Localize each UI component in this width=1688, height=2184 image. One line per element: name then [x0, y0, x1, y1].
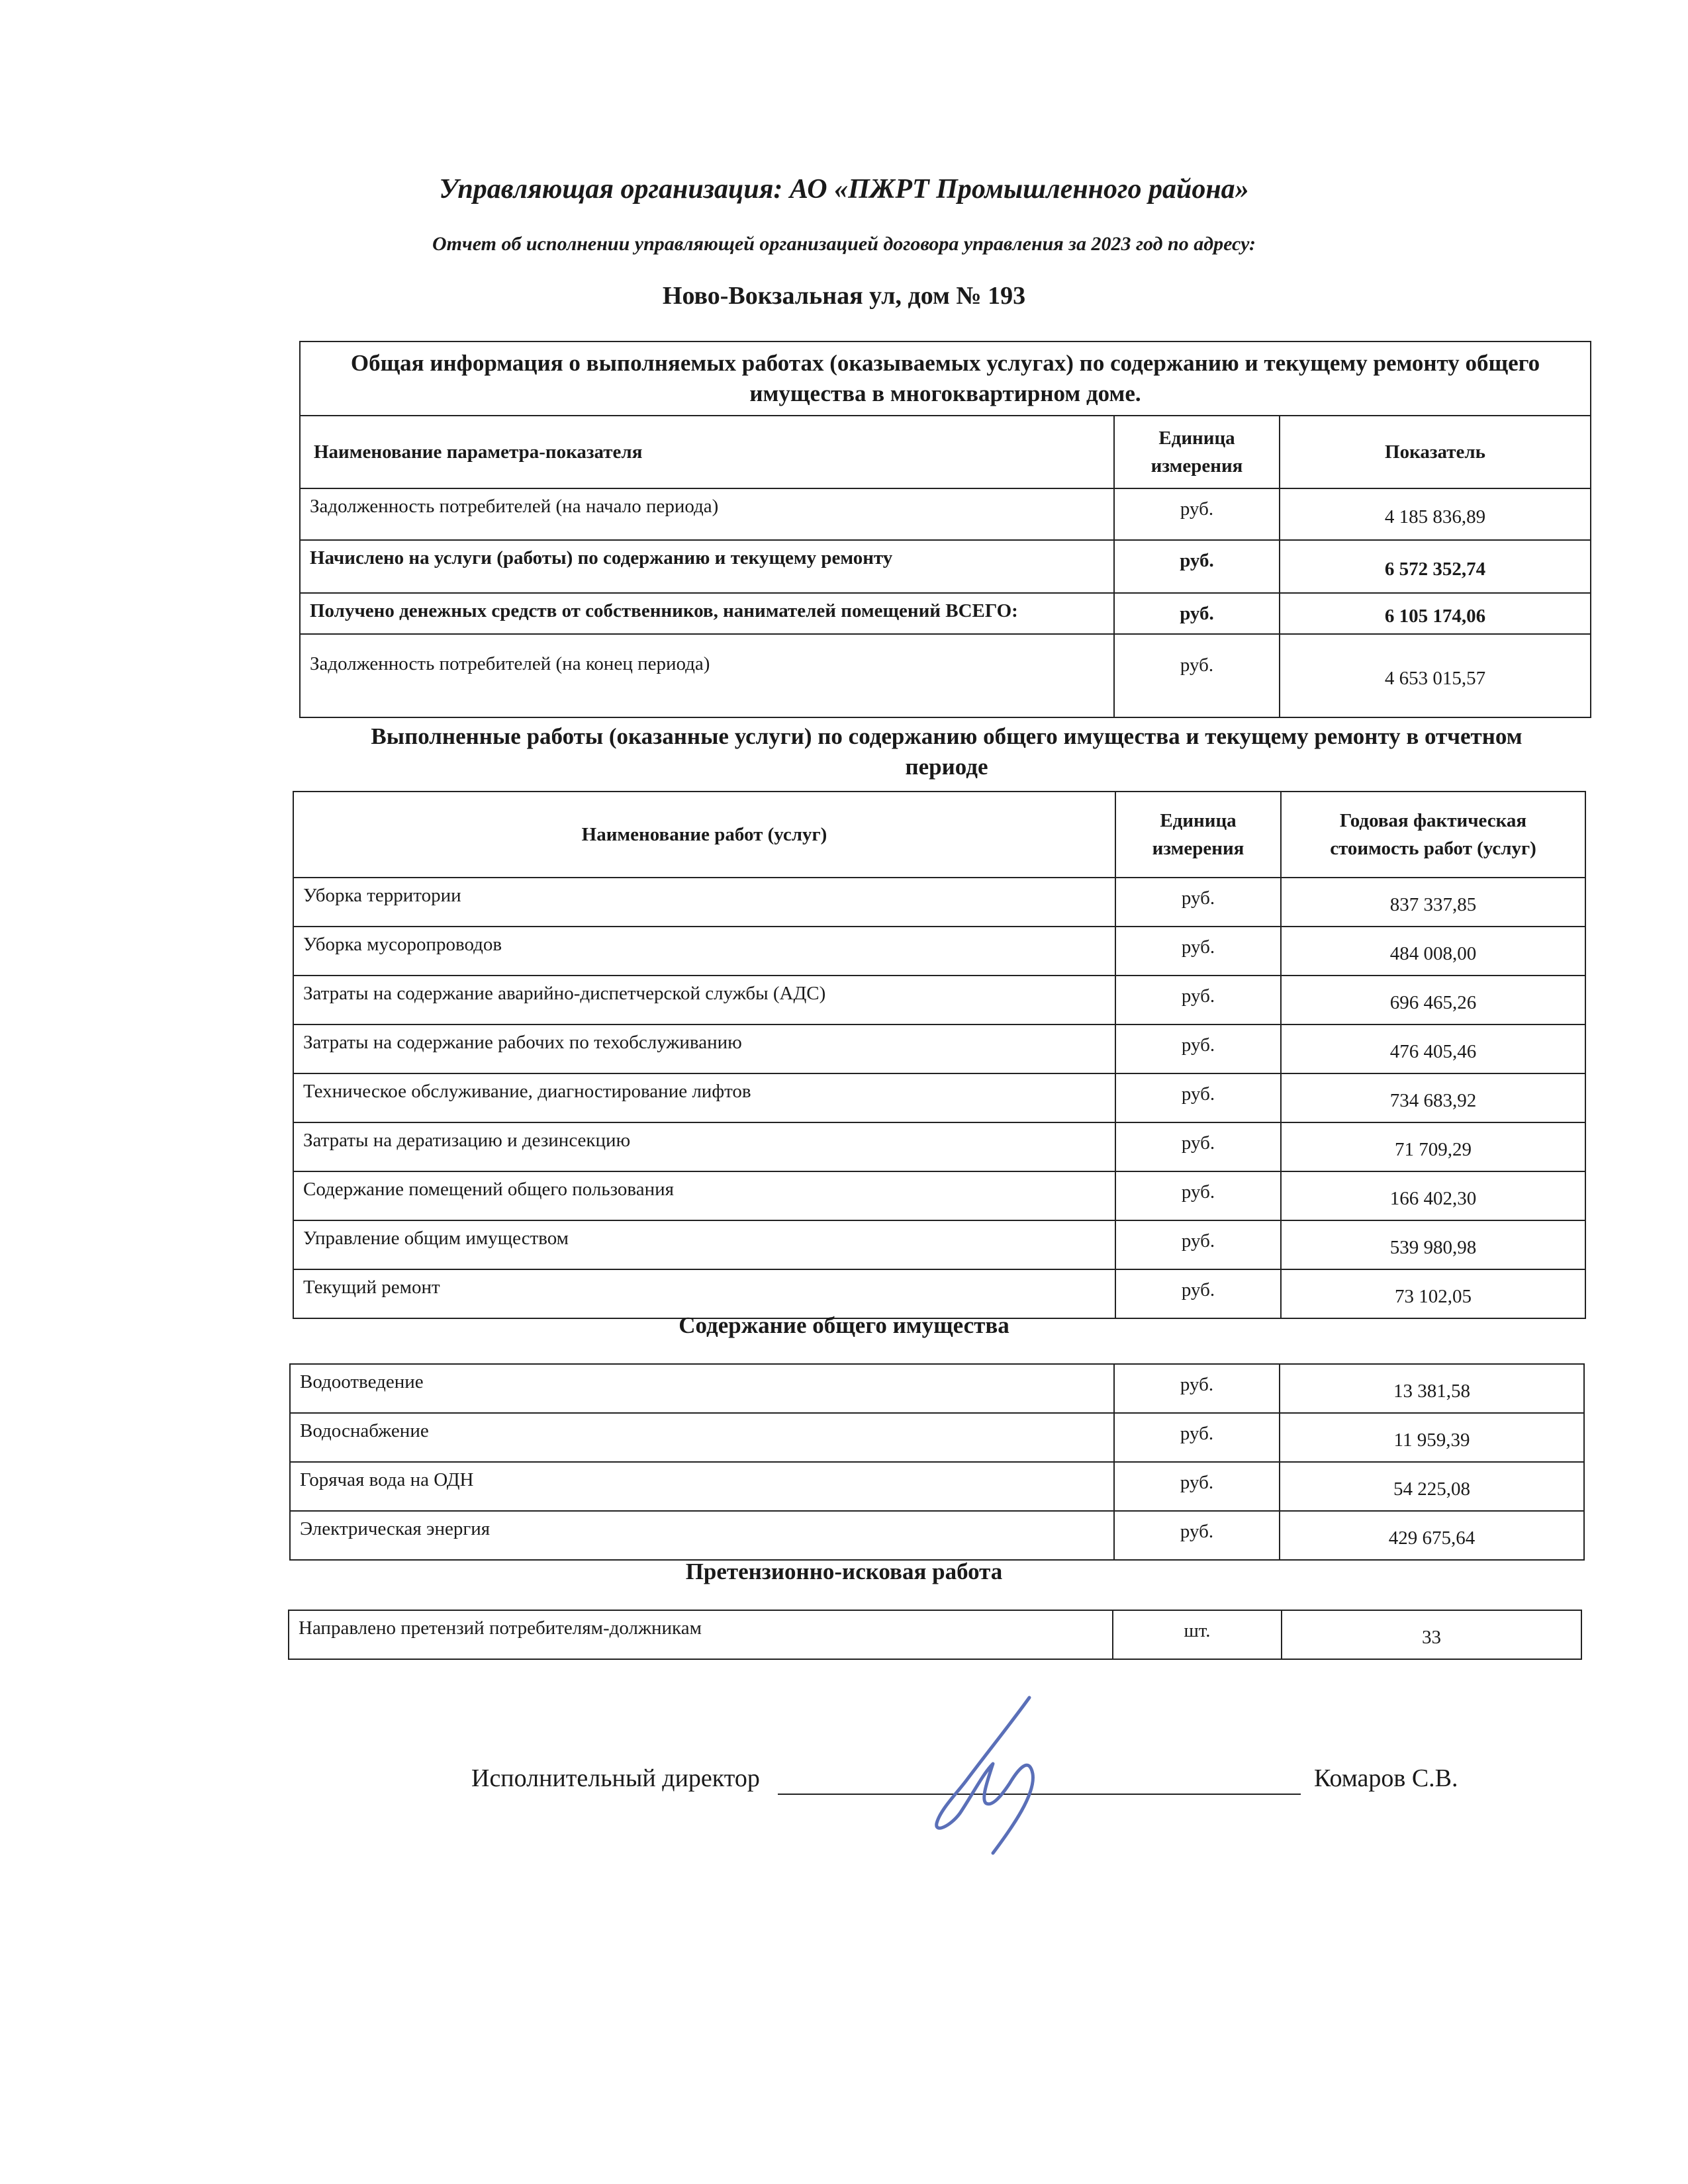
table-row — [290, 1511, 1584, 1560]
claims-title: Претензионно-исковая работа — [685, 1559, 1003, 1584]
signer-position: Исполнительный директор — [471, 1764, 760, 1792]
table-row — [290, 1462, 1584, 1511]
row-name: Техническое обслуживание, диагностирование лифтов — [293, 1073, 1115, 1122]
row-value: 6 105 174,06 — [1280, 593, 1591, 634]
table-row — [293, 1171, 1585, 1220]
general-info-table — [299, 341, 1591, 718]
works-table — [293, 791, 1586, 1319]
row-unit: руб. — [1115, 1269, 1281, 1318]
row-value: 476 405,46 — [1281, 1024, 1585, 1073]
table-row — [289, 1610, 1581, 1659]
row-unit: руб. — [1114, 1364, 1280, 1413]
col-header-parameter: Наименование параметра-показателя — [300, 416, 1114, 488]
col-header-unit: Единица измерения — [1114, 416, 1280, 488]
claims-table — [288, 1610, 1582, 1660]
row-name: Затраты на дератизацию и дезинсекцию — [293, 1122, 1115, 1171]
handwritten-signature — [920, 1694, 1066, 1860]
row-value: 6 572 352,74 — [1280, 540, 1591, 593]
row-value: 837 337,85 — [1281, 878, 1585, 927]
row-unit: руб. — [1114, 1511, 1280, 1560]
table-row — [293, 1122, 1585, 1171]
table-row — [293, 878, 1585, 927]
row-unit: руб. — [1115, 1171, 1281, 1220]
row-name: Затраты на содержание аварийно-диспетчерской службы (АДС) — [293, 976, 1115, 1024]
table-row — [300, 488, 1591, 540]
row-unit: руб. — [1115, 1220, 1281, 1269]
common-property-title: Содержание общего имущества — [679, 1312, 1009, 1338]
row-unit: руб. — [1114, 634, 1280, 717]
table-row — [293, 1073, 1585, 1122]
row-name: Направлено претензий потребителям-должникам — [289, 1610, 1113, 1659]
table-row — [300, 540, 1591, 593]
row-value: 4 653 015,57 — [1280, 634, 1591, 717]
row-name: Уборка территории — [293, 878, 1115, 927]
row-unit: руб. — [1114, 593, 1280, 634]
col-header-value: Показатель — [1280, 416, 1591, 488]
row-name: Текущий ремонт — [293, 1269, 1115, 1318]
row-unit: руб. — [1115, 1073, 1281, 1122]
org-title: Управляющая организация: АО «ПЖРТ Промышленного района» — [439, 174, 1249, 205]
row-value: 54 225,08 — [1280, 1462, 1584, 1511]
row-name: Получено денежных средств от собственников, нанимателей помещений ВСЕГО: — [300, 593, 1114, 634]
row-value: 539 980,98 — [1281, 1220, 1585, 1269]
report-subtitle: Отчет об исполнении управляющей организацией договора управления за 2023 год по адресу: — [432, 233, 1256, 255]
row-value: 166 402,30 — [1281, 1171, 1585, 1220]
row-name: Управление общим имуществом — [293, 1220, 1115, 1269]
row-value: 429 675,64 — [1280, 1511, 1584, 1560]
row-unit: руб. — [1115, 976, 1281, 1024]
row-name: Содержание помещений общего пользования — [293, 1171, 1115, 1220]
row-unit: руб. — [1114, 1413, 1280, 1462]
table-row — [300, 593, 1591, 634]
general-info-caption: Общая информация о выполняемых работах (оказываемых услугах) по содержанию и текущему ремонту общего имущества в многоквартирном доме. — [300, 341, 1591, 416]
row-name: Начислено на услуги (работы) по содержанию и текущему ремонту — [300, 540, 1114, 593]
works-section-title: Выполненные работы (оказанные услуги) по содержанию общего имущества и текущему ремонту в отчетном периоде — [371, 723, 1523, 780]
row-unit: руб. — [1115, 878, 1281, 927]
row-unit: руб. — [1115, 927, 1281, 976]
address: Ново-Вокзальная ул, дом № 193 — [662, 282, 1026, 310]
table-row — [293, 927, 1585, 976]
row-unit: руб. — [1114, 540, 1280, 593]
col-header-work-name: Наименование работ (услуг) — [293, 792, 1115, 878]
row-unit: руб. — [1114, 488, 1280, 540]
row-name: Электрическая энергия — [290, 1511, 1114, 1560]
table-row — [300, 634, 1591, 717]
row-unit: шт. — [1113, 1610, 1282, 1659]
row-value: 71 709,29 — [1281, 1122, 1585, 1171]
row-value: 13 381,58 — [1280, 1364, 1584, 1413]
row-value: 33 — [1282, 1610, 1581, 1659]
row-name: Водоснабжение — [290, 1413, 1114, 1462]
common-property-table — [289, 1363, 1585, 1561]
row-unit: руб. — [1115, 1024, 1281, 1073]
row-value: 734 683,92 — [1281, 1073, 1585, 1122]
col-header-unit: Единица измерения — [1115, 792, 1281, 878]
row-name: Затраты на содержание рабочих по техобслуживанию — [293, 1024, 1115, 1073]
table-row — [293, 1024, 1585, 1073]
row-name: Задолженность потребителей (на конец периода) — [300, 634, 1114, 717]
row-name: Водоотведение — [290, 1364, 1114, 1413]
row-value: 484 008,00 — [1281, 927, 1585, 976]
table-row — [293, 976, 1585, 1024]
col-header-annual-cost: Годовая фактическая стоимость работ (услуг) — [1281, 792, 1585, 878]
table-row — [293, 1220, 1585, 1269]
row-name: Уборка мусоропроводов — [293, 927, 1115, 976]
row-name: Горячая вода на ОДН — [290, 1462, 1114, 1511]
signer-name: Комаров С.В. — [1314, 1764, 1458, 1792]
row-value: 11 959,39 — [1280, 1413, 1584, 1462]
row-unit: руб. — [1115, 1122, 1281, 1171]
row-unit: руб. — [1114, 1462, 1280, 1511]
row-name: Задолженность потребителей (на начало периода) — [300, 488, 1114, 540]
row-value: 696 465,26 — [1281, 976, 1585, 1024]
row-value: 4 185 836,89 — [1280, 488, 1591, 540]
table-row — [290, 1413, 1584, 1462]
row-value: 73 102,05 — [1281, 1269, 1585, 1318]
table-row — [290, 1364, 1584, 1413]
